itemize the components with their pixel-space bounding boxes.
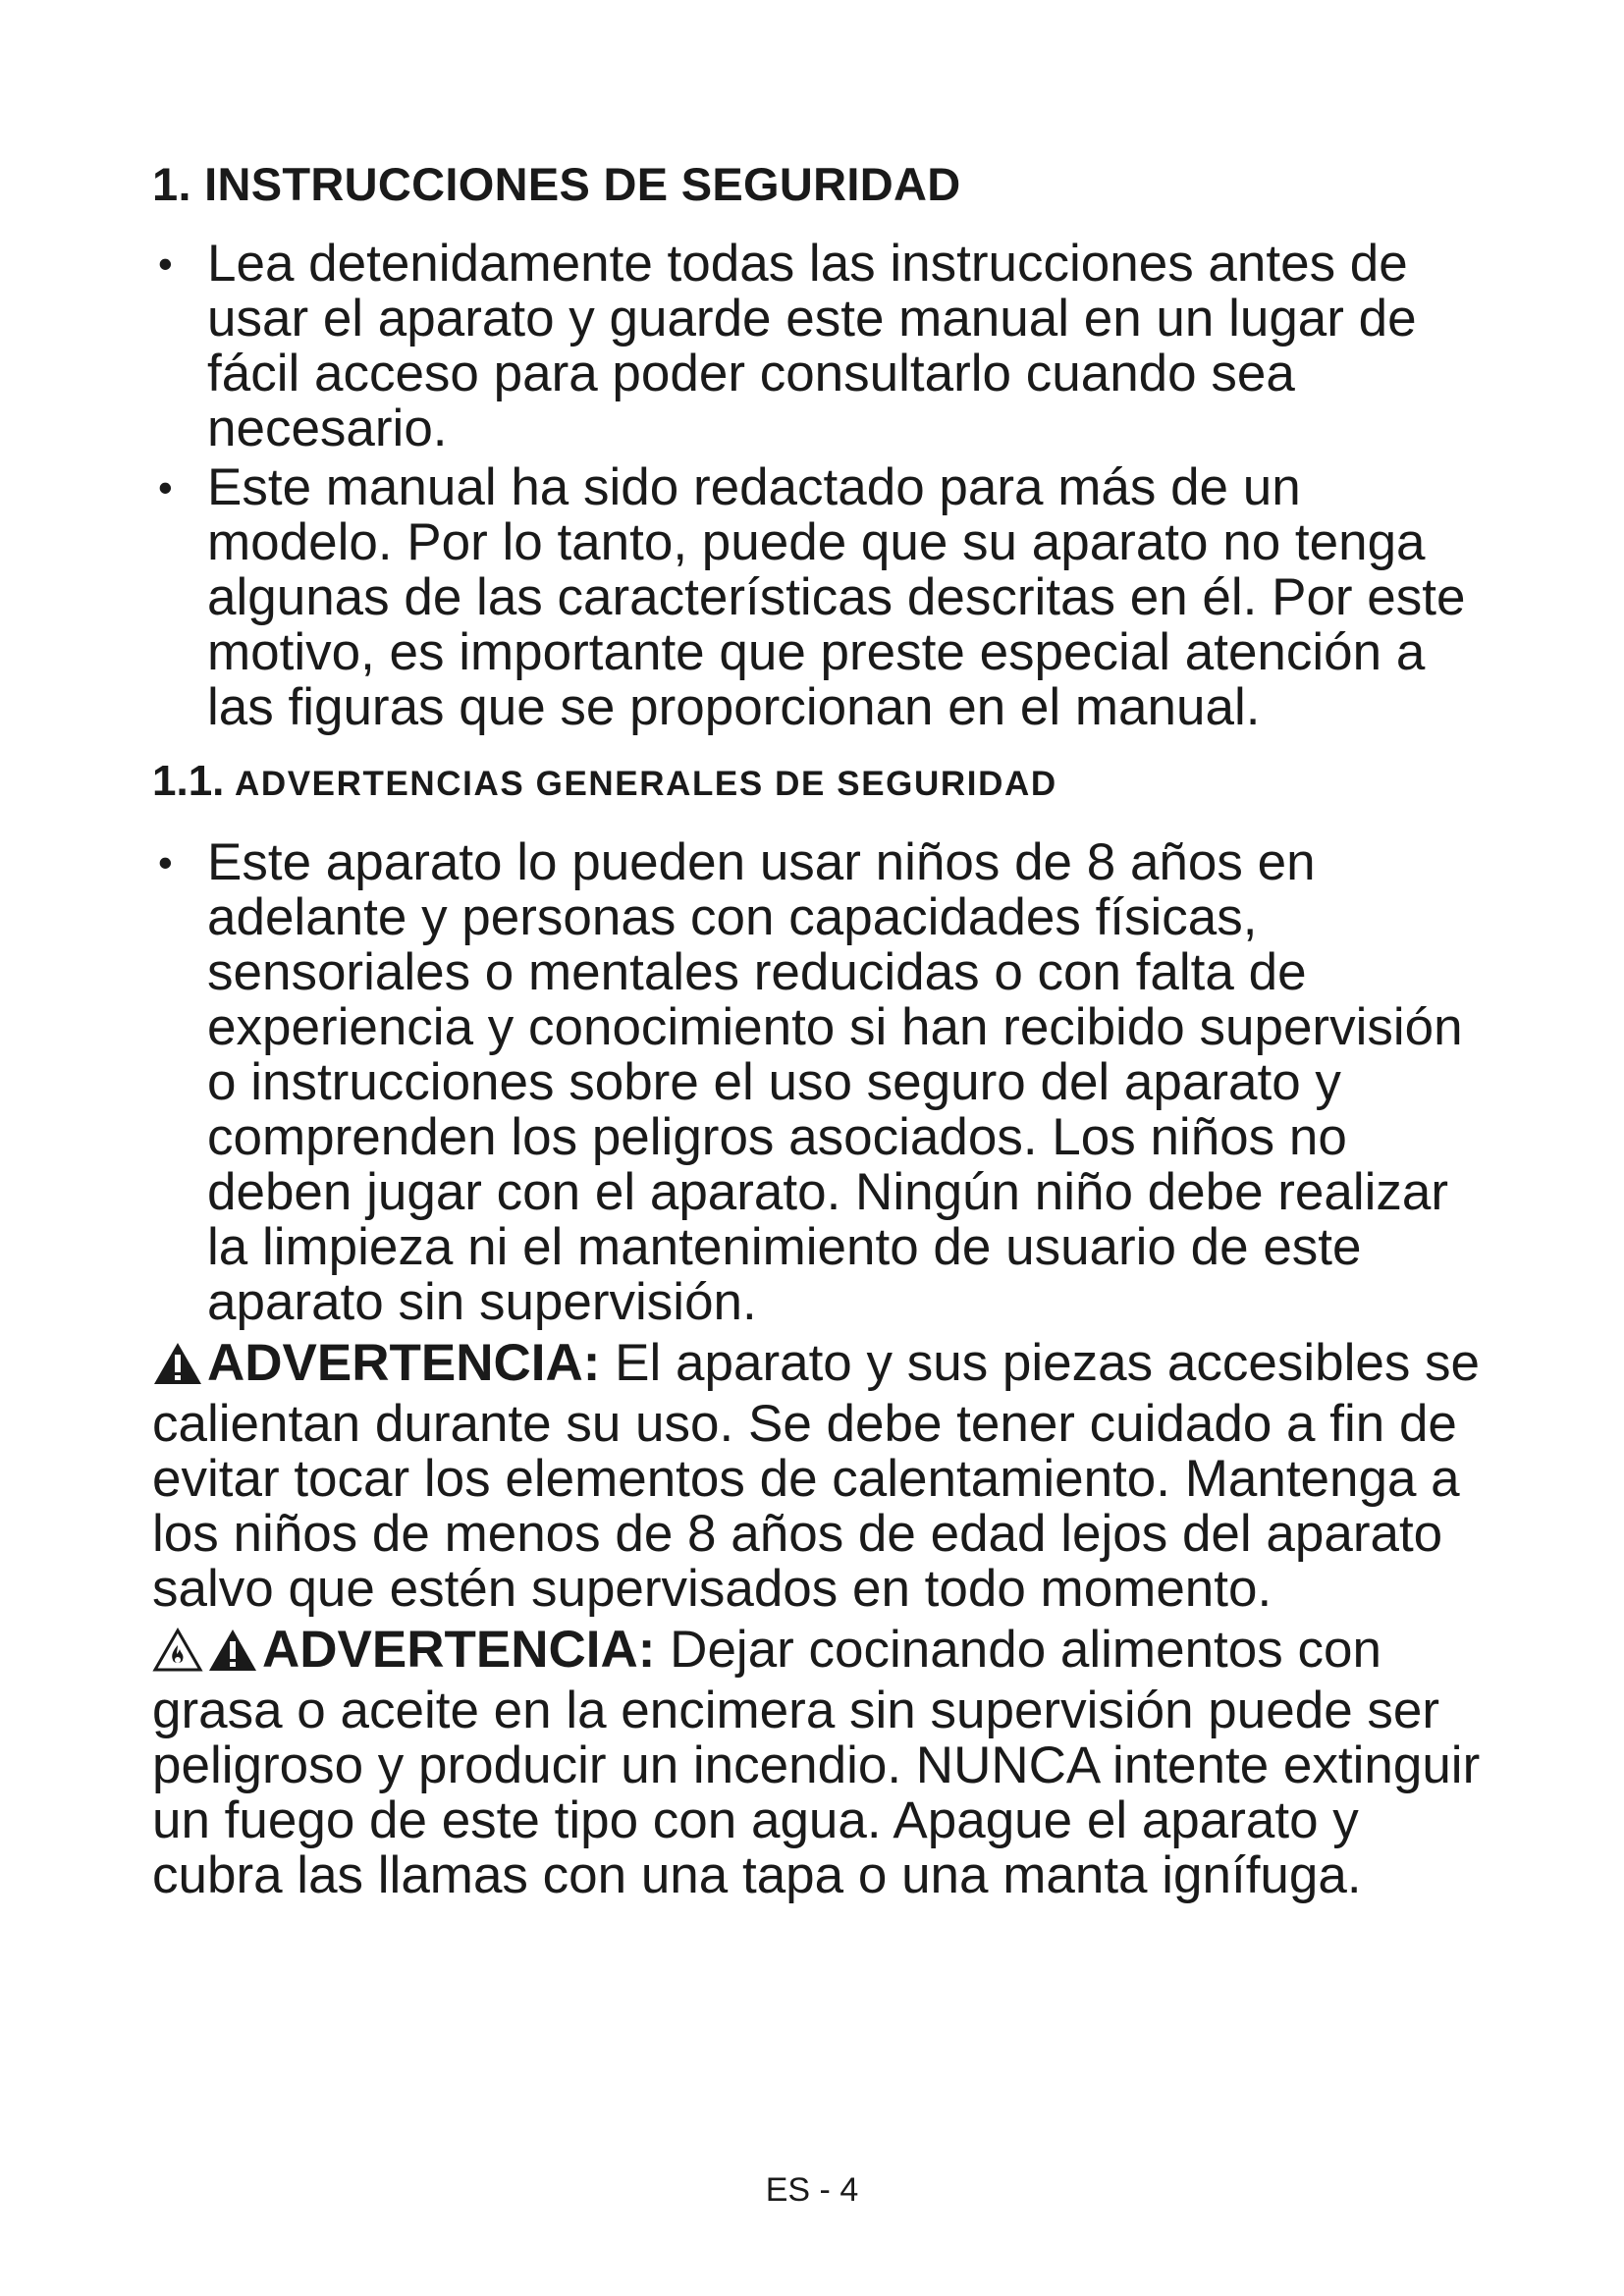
bullet-icon: • <box>158 464 173 510</box>
bullet-icon: • <box>158 839 173 885</box>
bullet-text: Este aparato lo pueden usar niños de 8 años en adelante y personas con capacidades físicas, sensoriales o mentales reducidas o con falta de experiencia y conocimiento si han recibido supervisión o instrucciones sobre el uso seguro del aparato y comprenden los peligros asociados. Los niños no deben jugar con el aparato. Ningún niño debe realizar la limpieza ni el mantenimiento de usuario de este aparato sin supervisión. <box>207 833 1463 1331</box>
bullet-icon: • <box>158 240 173 287</box>
warning-triangle-icon <box>207 1628 258 1683</box>
list-item <box>152 237 1488 456</box>
fire-hazard-icon <box>152 1628 203 1683</box>
subsection-heading <box>152 757 1488 806</box>
bullet-text: Este manual ha sido redactado para más de un modelo. Por lo tanto, puede que su aparato no tenga algunas de las características descritas en él. Por este motivo, es importante que preste especial atención a las figuras que se proporcionan en el manual. <box>207 458 1466 736</box>
warning-block-hot-surfaces <box>152 1336 1488 1617</box>
bullet-text: Lea detenidamente todas las instrucciones antes de usar el aparato y guarde este manual en un lugar de fácil acceso para poder consultarlo cuando sea necesario. <box>207 235 1417 457</box>
subsection-bullet-list <box>152 835 1488 1330</box>
subsection-title: ADVERTENCIAS GENERALES DE SEGURIDAD <box>234 765 1057 803</box>
section-bullet-list <box>152 237 1488 735</box>
list-item <box>152 460 1488 735</box>
warning-text: Dejar cocinando alimentos con grasa o aceite en la encimera sin supervisión puede ser peligroso y producir un incendio. NUNCA intente extinguir un fuego de este tipo con agua. Apague el aparato y cubra las llamas con una tapa o una manta ignífuga. <box>152 1621 1481 1904</box>
warning-text: El aparato y sus piezas accesibles se calientan durante su uso. Se debe tener cuidado a fin de evitar tocar los elementos de calentamiento. Mantenga a los niños de menos de 8 años de edad lejos del aparato salvo que estén supervisados en todo momento. <box>152 1334 1481 1618</box>
warning-label: ADVERTENCIA: <box>207 1334 601 1392</box>
warning-label: ADVERTENCIA: <box>262 1621 656 1679</box>
subsection-number: 1.1. <box>152 757 225 805</box>
warning-block-fire <box>152 1623 1488 1903</box>
page-number: ES - 4 <box>765 2171 859 2209</box>
warning-triangle-icon <box>152 1341 203 1397</box>
section-title: 1. INSTRUCCIONES DE SEGURIDAD <box>152 158 961 210</box>
manual-page <box>152 157 1488 1903</box>
list-item <box>152 835 1488 1330</box>
